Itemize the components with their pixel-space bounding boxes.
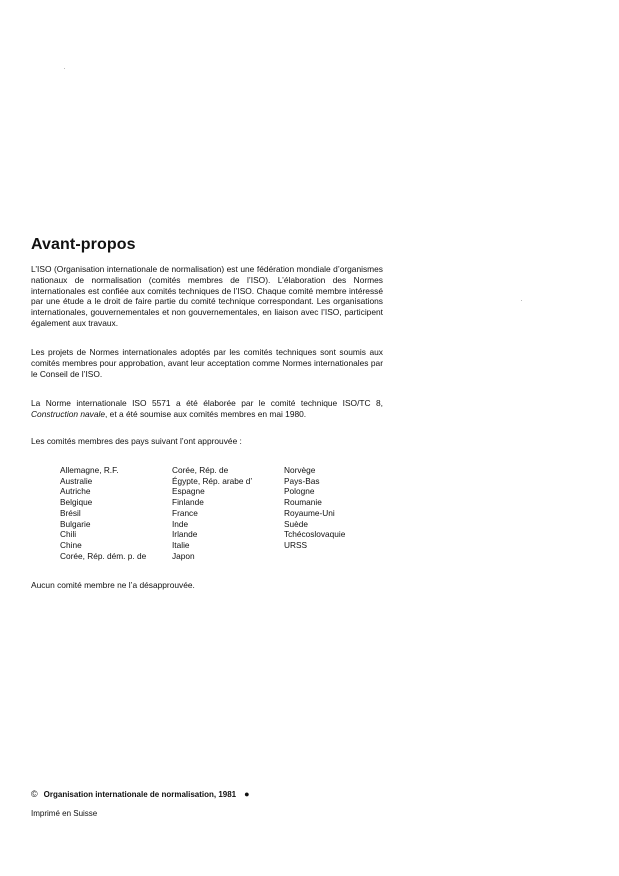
- country-item: Japon: [172, 550, 195, 561]
- country-item: Corée, Rép. de: [172, 465, 229, 475]
- country-item: Suède: [284, 518, 308, 529]
- country-item: Inde: [172, 518, 189, 529]
- country-item: URSS: [284, 539, 308, 550]
- country-item: Irlande: [172, 529, 198, 540]
- paragraph-approving-members-intro: Les comités membres des pays suivant l’ont approuvée :: [31, 436, 242, 446]
- scan-speck: [64, 68, 65, 69]
- country-column-2: [172, 465, 284, 561]
- country-item: France: [172, 507, 198, 518]
- committee-title: Construction navale: [31, 408, 106, 419]
- standard-origin-text-end: , et a été soumise aux comités membres en mai 1980.: [105, 408, 307, 419]
- country-item: Australie: [60, 475, 93, 486]
- country-item: Chili: [60, 529, 77, 540]
- country-item: Tchécoslovaquie: [284, 529, 346, 540]
- country-item: Pays-Bas: [284, 475, 320, 486]
- country-item: Corée, Rép. dém. p. de: [60, 550, 147, 561]
- copyright-text: Organisation internationale de normalisation, 1981: [43, 789, 237, 799]
- bullet-icon: ●: [244, 789, 250, 799]
- country-column-1: [60, 465, 172, 561]
- section-heading: Avant-propos: [31, 236, 136, 253]
- printed-in-note: Imprimé en Suisse: [31, 809, 98, 818]
- country-item: Roumanie: [284, 497, 322, 508]
- copyright-line: [31, 789, 250, 799]
- standard-origin-text-start: La Norme internationale ISO 5571 a été élaborée par le comité technique ISO/TC 8,: [31, 398, 383, 408]
- country-item: Chine: [60, 539, 82, 550]
- country-item: Italie: [172, 539, 190, 550]
- country-item: Norvège: [284, 465, 316, 475]
- scan-speck: [521, 300, 522, 301]
- country-item: Bulgarie: [60, 518, 91, 529]
- country-item: Finlande: [172, 497, 204, 508]
- paragraph-approval-process: Les projets de Normes internationales adoptés par les comités techniques sont soumis aux comités membres pour approbation, avant leur acceptation comme Normes internationales par le Conseil de l’ISO.: [31, 347, 383, 379]
- paragraph-standard-origin: [31, 398, 383, 420]
- country-item: Brésil: [60, 507, 81, 518]
- copyright-symbol: ©: [31, 789, 38, 799]
- country-item: Autriche: [60, 486, 91, 497]
- paragraph-no-disapproval: Aucun comité membre ne l’a désapprouvée.: [31, 580, 195, 590]
- country-item: Pologne: [284, 486, 315, 497]
- paragraph-iso-introduction: L’ISO (Organisation internationale de normalisation) est une fédération mondiale d’organismes nationaux de normalisation (comités membres de l’ISO). L’élaboration des Normes internationales est confiée aux comités techniques de l’ISO. Chaque comité membre intéressé par une étude a le droit de faire partie du comité technique correspondant. Les organisations internationales, gouvernementales et non gouvernementales, en liaison avec l’ISO, participent également aux travaux.: [31, 264, 383, 328]
- country-column-3: [284, 465, 394, 561]
- country-item: Égypte, Rép. arabe d’: [172, 475, 253, 486]
- country-item: Royaume-Uni: [284, 507, 335, 518]
- country-item: Belgique: [60, 497, 93, 508]
- country-item: Allemagne, R.F.: [60, 465, 119, 475]
- country-item: Espagne: [172, 486, 205, 497]
- country-list: [60, 465, 394, 561]
